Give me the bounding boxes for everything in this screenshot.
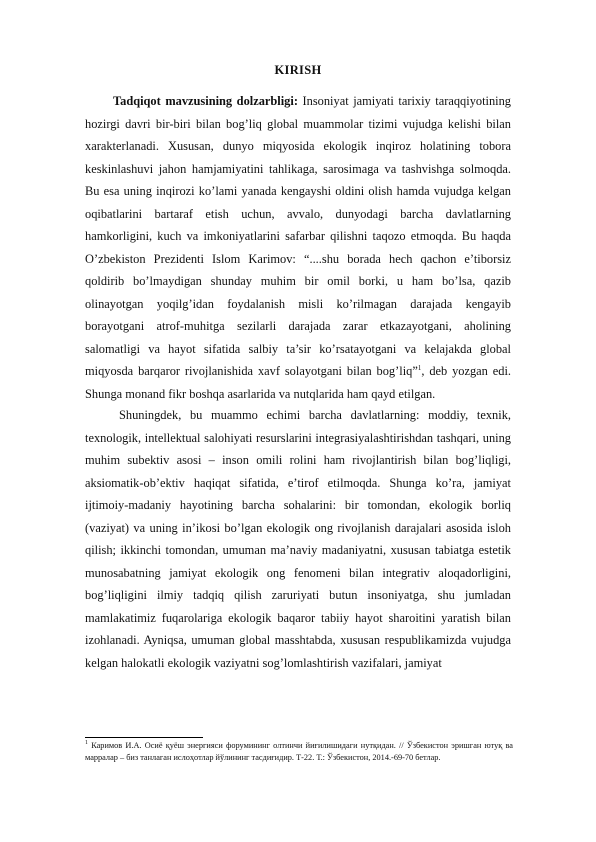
footnote-divider: [85, 737, 203, 738]
paragraph-lead: Tadqiqot mavzusining dolzarbligi:: [113, 94, 298, 108]
footnote: [85, 740, 513, 763]
footnote-text: Каримов И.А. Осиё қуёш энергияси форумининг олтинчи йиғилишидаги нутқидан. // Ўзбекистон эришган ютуқ ва марралар – биз танлаган ислоҳотлар йўлининг тасдиғидир. Т-22. Т.: Ўзбекистон, 2014.-69-70 бетлар.: [85, 741, 513, 762]
footnote-reference[interactable]: 1: [417, 363, 422, 372]
paragraph-2: Shuningdek, bu muammo echimi barcha davlatlarning: moddiy, texnik, texnologik, intellektual salohiyati resurslarini integrasiyalashtirishdan tashqari, uning muhim subektiv asosi – inson omili rolini ham rivojlantirish bilan bog’liqligi, aksiomatik-ob’ektiv haqiqat sifatida, e’tirof etilmoqda. Shunga ko’ra, jamiyat ijtimoiy-madaniy hayotining barcha sohalarini: bir tomondan, ekologik borliq (vaziyat) va uning in’ikosi bo’lgan ekologik ong rivojlanish darajalari asosida isloh qilish; ikkinchi tomondan, umuman ma’naviy madaniyatni, xususan tabiatga estetik munosabatning jamiyat ekologik ong fenomeni bilan integrativ aloqadorligini, bog’liqligini ilmiy tadqiq qilish zaruriyati butun insoniyatga, shu jumladan mamlakatimiz fuqarolariga ekologik baqaror tabiiy hayot sharoitini yaratish bilan izohlanadi. Ayniqsa, umuman global masshtabda, xususan respublikamizda vujudga kelgan halokatli ekologik vaziyatni sog’lomlashtirish vazifalari, jamiyat: [85, 408, 511, 670]
footnote-mark: 1: [85, 740, 88, 747]
paragraph-2-block: [85, 404, 511, 674]
paragraph-1-block: [85, 90, 511, 405]
page-title: KIRISH: [274, 63, 322, 77]
paragraph-1-text: Insoniyat jamiyati tarixiy taraqqiyotining hozirgi davri bir-biri bilan bog’liq global muammolar tizimi vujudga kelishi bilan xarakterlanadi. Xususan, dunyo miqyosida ekologik inqiroz holatining tobora keskinlashuvi jahon hamjamiyatini tahlikaga, sarosimaga va tashvishga solmoqda. Bu esa uning inqirozi ko’lami yanada kengayshi oldini olish hamda vujudga kelgan oqibatlarini bartaraf etish uchun, avvalo, dunyodagi barcha davlatlarning hamkorligini, kuch va imkoniyatlarini safarbar qilishni taqozo etmoqda. Bu haqda O’zbekiston Prezidenti Islom Karimov: “....shu borada hech qachon e’tiborsiz qoldirib bo’lmaydigan shunday muhim bir omil borki, u ham bo’lsa, qazib olinayotgan yoqilg’idan foydalanish misli ko’rilmagan darajada kengayib borayotgani atrof-muhitga sezilarli darajada zarar etkazayotgani, aholining salomatligi va hayot sifatida salbiy ta’sir ko’rsatayotgani va kelajakda global miqyosda barqaror rivojlanishida xavf solayotgani bilan bog’liq”: [85, 94, 511, 378]
paragraph-1: [85, 90, 511, 405]
paragraph-1-text-end: , deb yozgan edi. Shunga monand fikr boshqa asarlarida va nutqlarida ham qayd etilgan.: [85, 364, 511, 401]
